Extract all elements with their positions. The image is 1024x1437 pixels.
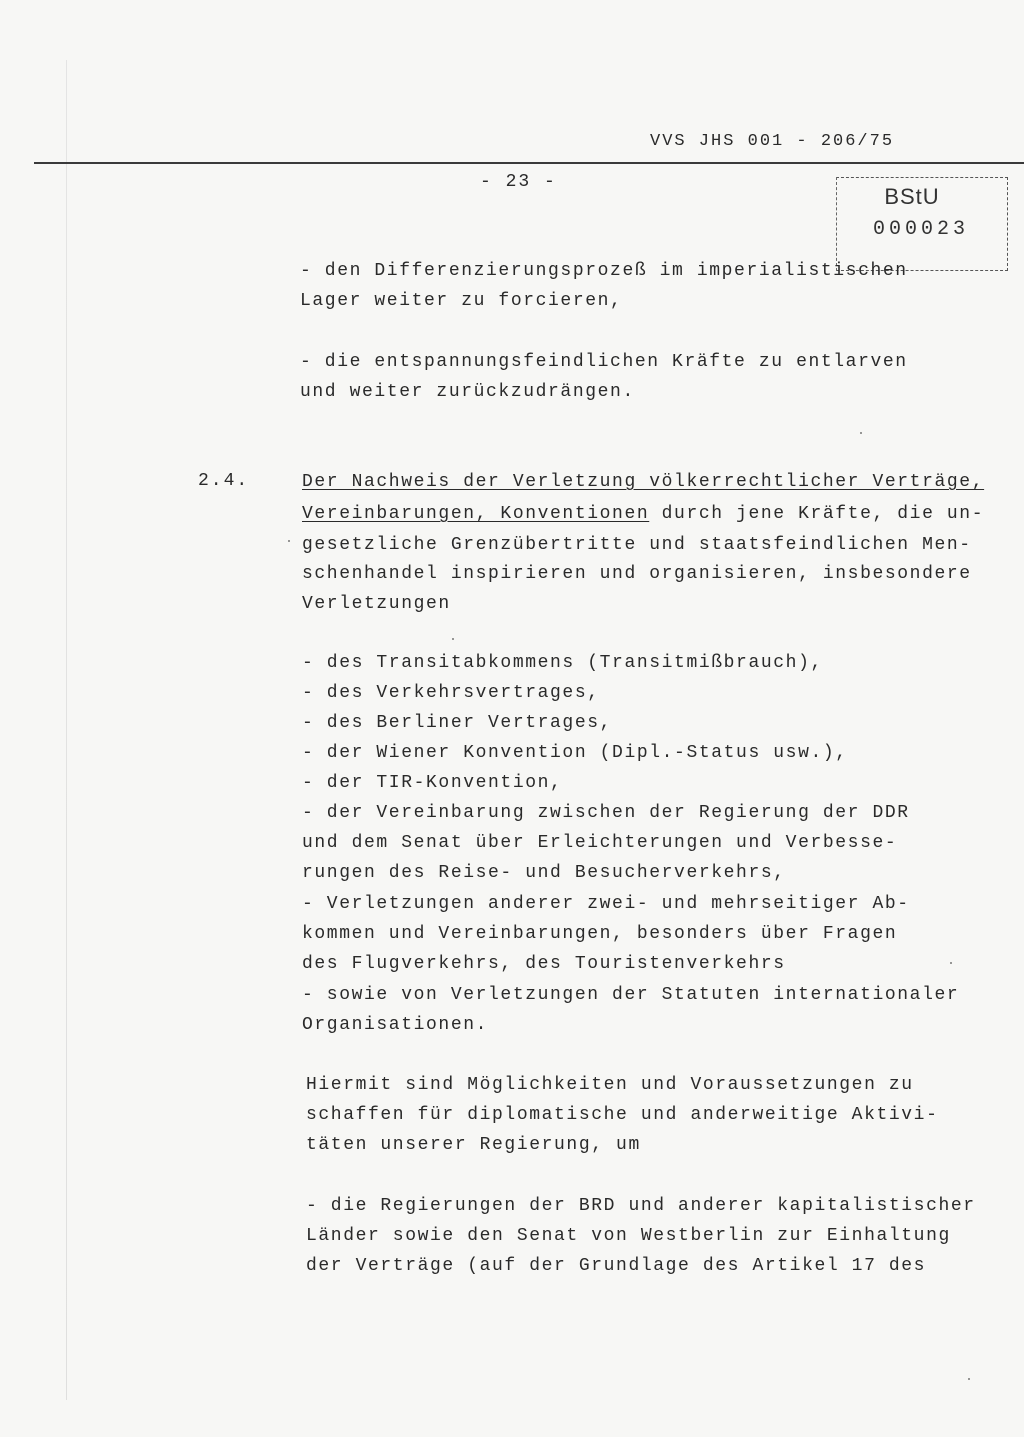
scan-margin-line: [66, 60, 67, 1400]
violation-line-13: Organisationen.: [302, 1015, 489, 1035]
violation-line-12: - sowie von Verletzungen der Statuten internationaler: [302, 985, 960, 1005]
stamp-title: BStU: [884, 184, 940, 209]
violation-line-7: und dem Senat über Erleichterungen und Verbesse-: [302, 833, 898, 853]
intro-bullet-1-line-2: Lager weiter zu forcieren,: [300, 291, 623, 311]
page-number: - 23 -: [480, 172, 557, 192]
section-heading-underlined: Vereinbarungen, Konventionen: [302, 504, 650, 524]
intro-bullet-2-line-2: und weiter zurückzudrängen.: [300, 382, 635, 402]
section-heading-line-2: [302, 503, 984, 525]
section-number: 2.4.: [198, 471, 250, 491]
scan-speck: [968, 1378, 970, 1380]
violation-line-6: - der Vereinbarung zwischen der Regierung der DDR: [302, 803, 910, 823]
scan-speck: [452, 638, 454, 640]
violation-line-1: - des Transitabkommens (Transitmißbrauch),: [302, 653, 823, 673]
scan-speck: [860, 432, 862, 434]
violation-line-5: - der TIR-Konvention,: [302, 773, 563, 793]
intro-bullet-2-line-1: - die entspannungsfeindlichen Kräfte zu entlarven: [300, 352, 908, 372]
final-bullet-line-1: - die Regierungen der BRD und anderer kapitalistischer: [306, 1196, 976, 1216]
violation-line-9: - Verletzungen anderer zwei- und mehrseitiger Ab-: [302, 894, 910, 914]
section-line-4: schenhandel inspirieren und organisieren, insbesondere: [302, 564, 972, 584]
violation-line-11: des Flugverkehrs, des Touristenverkehrs: [302, 954, 786, 974]
section-heading-rest: durch jene Kräfte, die un-: [649, 504, 985, 524]
scan-speck: [950, 962, 952, 964]
violation-line-10: kommen und Vereinbarungen, besonders über Fragen: [302, 924, 898, 944]
final-bullet-line-3: der Verträge (auf der Grundlage des Artikel 17 des: [306, 1256, 927, 1276]
violation-line-3: - des Berliner Vertrages,: [302, 713, 613, 733]
violation-line-8: rungen des Reise- und Besucherverkehrs,: [302, 863, 786, 883]
header-rule: [34, 162, 1024, 164]
paragraph-line-2: schaffen für diplomatische und anderweitige Aktivi-: [306, 1105, 939, 1125]
paragraph-line-3: täten unserer Regierung, um: [306, 1135, 641, 1155]
section-line-3: gesetzliche Grenzübertritte und staatsfeindlichen Men-: [302, 535, 972, 555]
scan-speck: [288, 540, 290, 542]
violation-line-4: - der Wiener Konvention (Dipl.-Status usw.),: [302, 743, 848, 763]
final-bullet-line-2: Länder sowie den Senat von Westberlin zur Einhaltung: [306, 1226, 951, 1246]
paragraph-line-1: Hiermit sind Möglichkeiten und Voraussetzungen zu: [306, 1075, 914, 1095]
section-heading-line-1: Der Nachweis der Verletzung völkerrechtlicher Verträge,: [302, 472, 985, 492]
violation-line-2: - des Verkehrsvertrages,: [302, 683, 600, 703]
document-reference: VVS JHS 001 - 206/75: [650, 132, 895, 151]
section-line-5: Verletzungen: [302, 594, 451, 614]
archive-stamp: [836, 177, 1008, 271]
intro-bullet-1-line-1: - den Differenzierungsprozeß im imperialistischen: [300, 261, 908, 281]
stamp-number: 000023: [873, 218, 970, 241]
